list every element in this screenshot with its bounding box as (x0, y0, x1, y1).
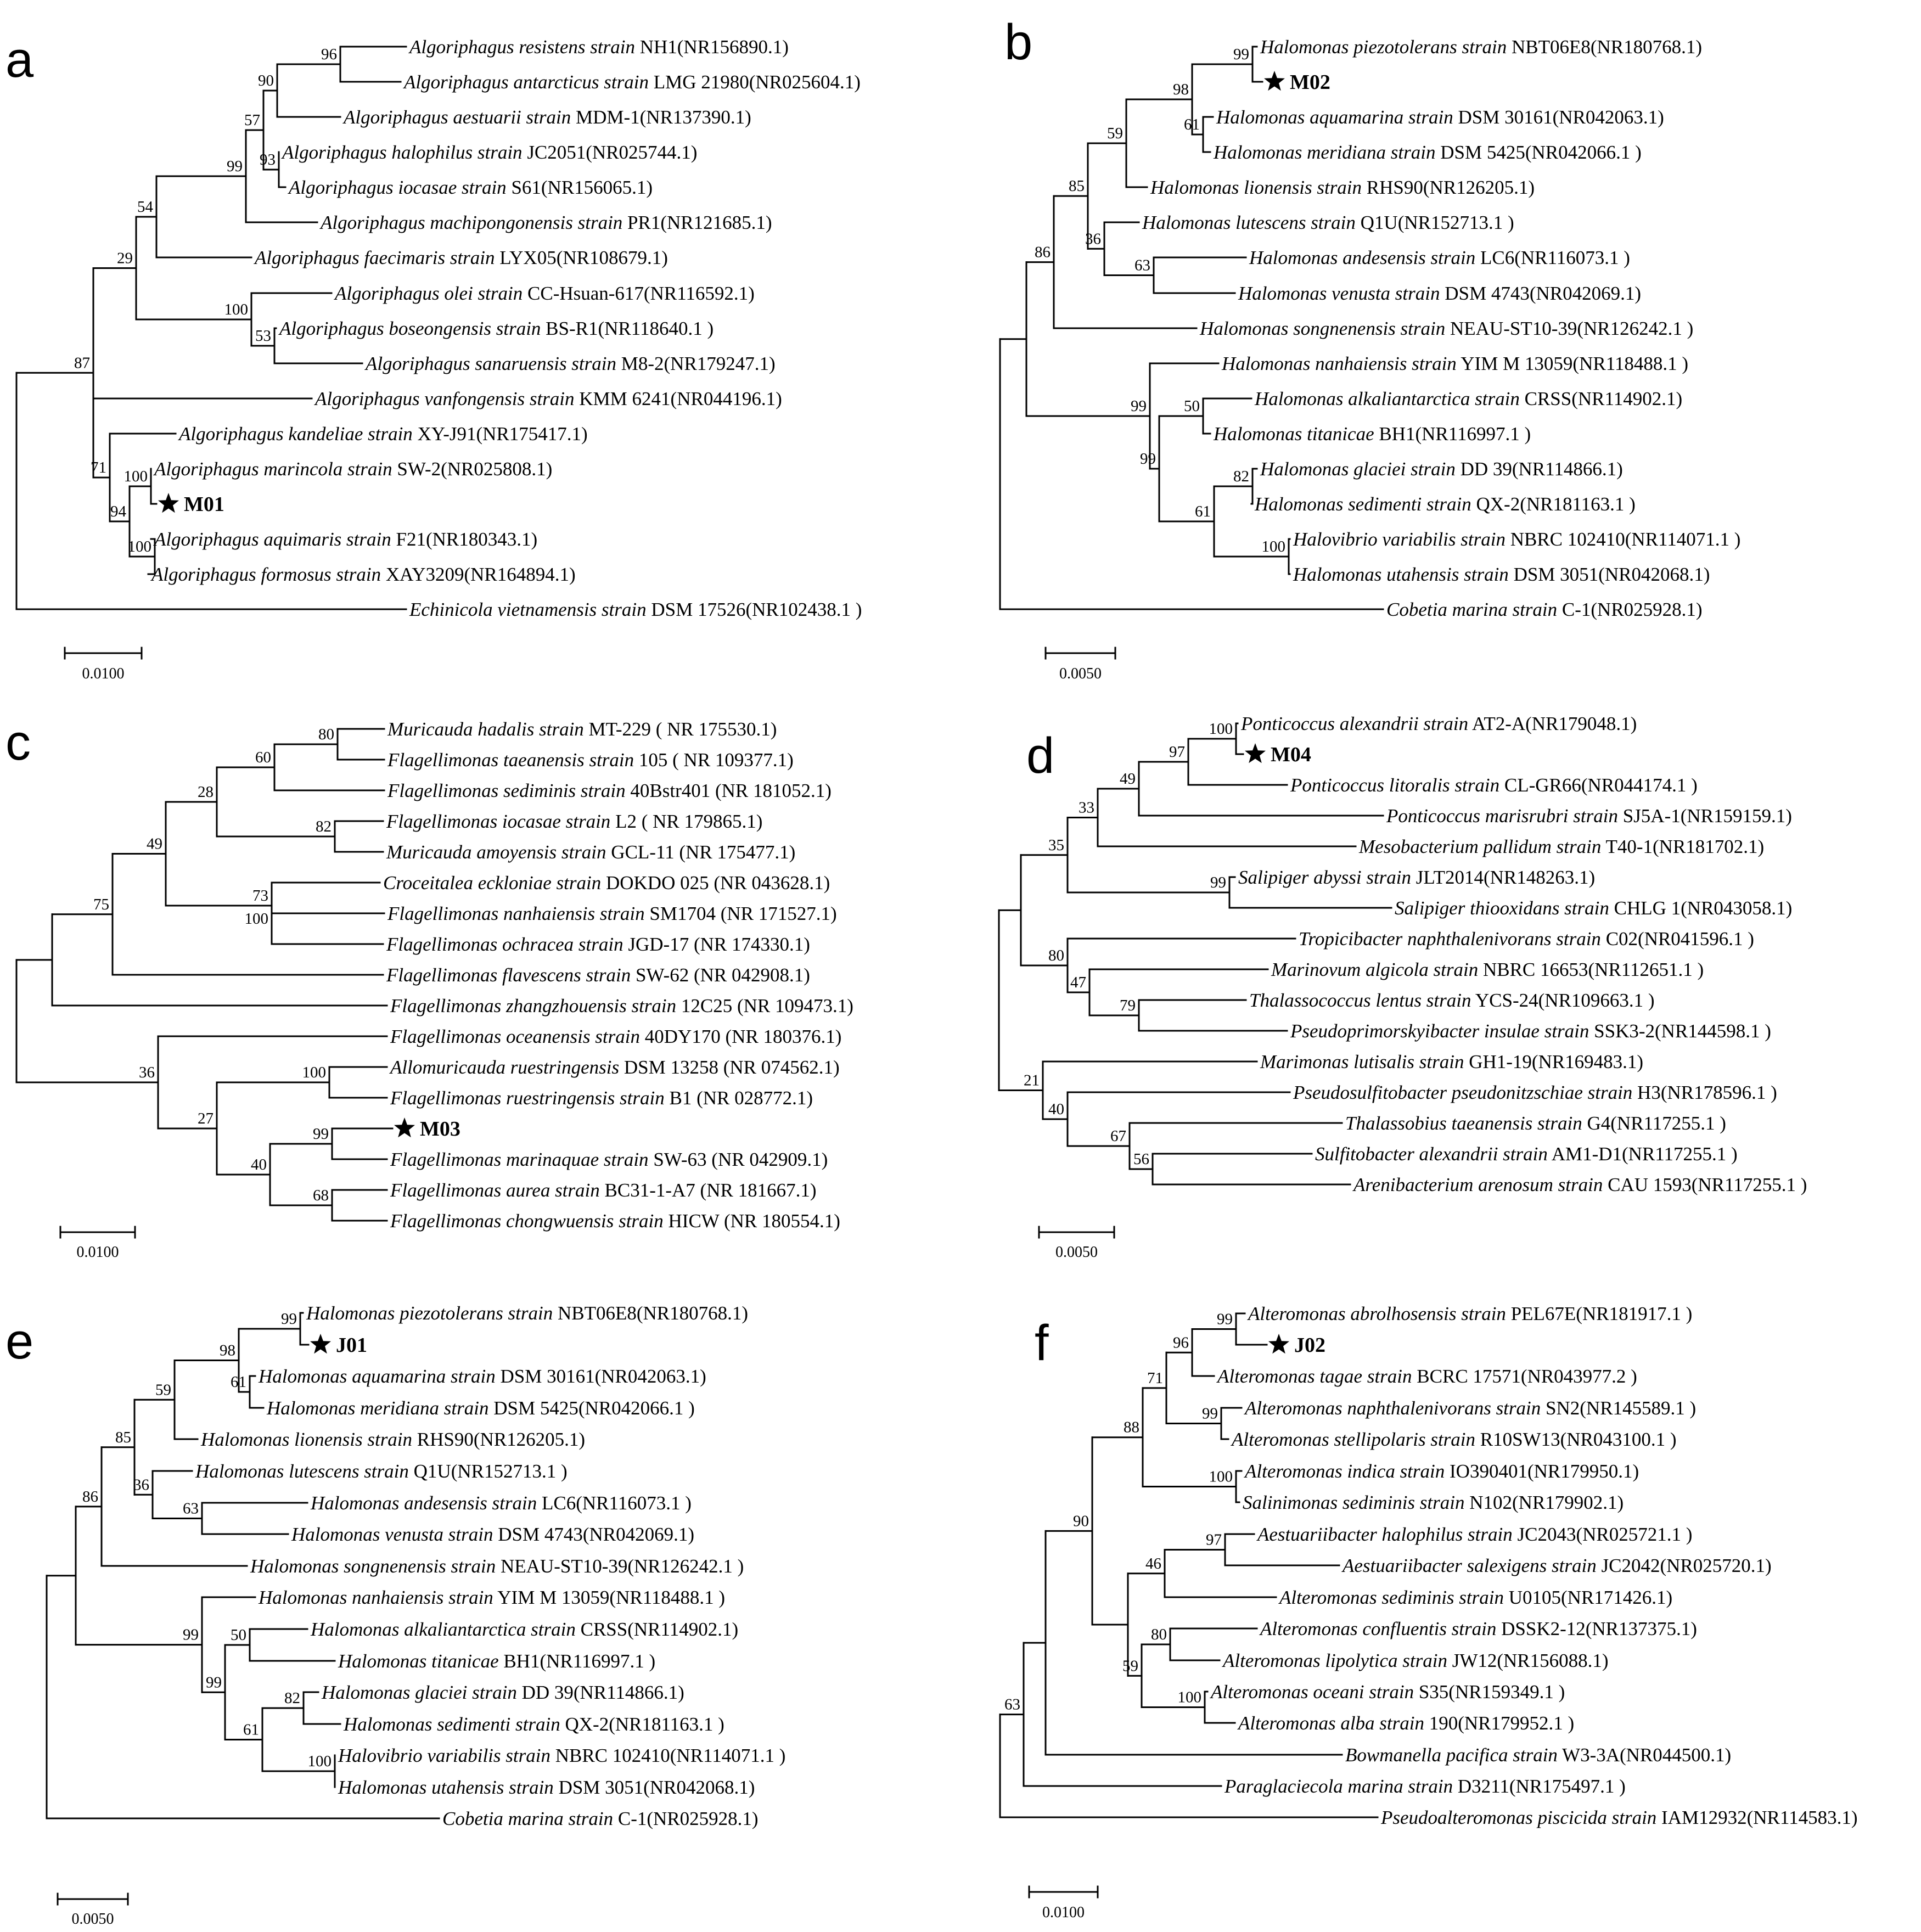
leaf-label: Halomonas aquamarina strain DSM 30161(NR042063.1) (1216, 106, 1664, 128)
leaf-label: Tropicibacter naphthalenivorans strain C02(NR041596.1 ) (1299, 928, 1754, 950)
leaf-label: Cobetia marina strain C-1(NR025928.1) (442, 1808, 759, 1829)
leaf-label: Alteromonas tagae strain BCRC 17571(NR043977.2 ) (1217, 1366, 1637, 1387)
leaf-label: Halomonas aquamarina strain DSM 30161(NR042063.1) (259, 1366, 706, 1387)
leaf-label: Alteromonas naphthalenivorans strain SN2(NR145589.1 ) (1245, 1397, 1697, 1419)
bootstrap-value: 56 (1133, 1150, 1149, 1168)
panel-letter: b (1004, 14, 1033, 70)
bootstrap-value: 80 (1048, 947, 1064, 964)
bootstrap-value: 99 (206, 1673, 222, 1692)
leaf-label: Alteromonas stellipolaris strain R10SW13(NR043100.1 ) (1232, 1429, 1677, 1450)
leaf-label: Alteromonas confluentis strain DSSK2-12(NR137375.1) (1260, 1618, 1697, 1639)
panel-a (5, 32, 862, 682)
bootstrap-value: 73 (252, 887, 268, 905)
isolate-label: M04 (1271, 743, 1311, 766)
leaf-label: Thalassococcus lentus strain YCS-24(NR109663.1 ) (1249, 990, 1655, 1011)
bootstrap-value: 99 (1233, 46, 1249, 63)
leaf-label: Alteromonas sediminis strain U0105(NR171426.1) (1279, 1587, 1673, 1608)
panel-c (5, 715, 853, 1261)
leaf-label: Halomonas nanhaiensis strain YIM M 13059(NR118488.1 ) (1222, 353, 1689, 374)
star-icon (310, 1334, 331, 1353)
bootstrap-value: 99 (227, 158, 243, 175)
bootstrap-value: 99 (1202, 1405, 1218, 1423)
bootstrap-value: 94 (110, 503, 126, 520)
bootstrap-value: 99 (1140, 450, 1156, 468)
leaf-label: Mesobacterium pallidum strain T40-1(NR181702.1) (1359, 836, 1765, 857)
bootstrap-value: 85 (1069, 177, 1085, 195)
panel-f (1000, 1303, 1857, 1921)
leaf-label: Halomonas venusta strain DSM 4743(NR042069.1) (1238, 283, 1642, 304)
leaf-label: Halomonas nanhaiensis strain YIM M 13059(NR118488.1 ) (259, 1587, 726, 1608)
scale-bar-label: 0.0100 (82, 665, 125, 682)
leaf-label: Halovibrio variabilis strain NBRC 102410(NR114071.1 ) (1293, 529, 1741, 550)
leaf-label: Flagellimonas iocasae strain L2 ( NR 179865.1) (386, 811, 763, 832)
star-icon (1245, 743, 1266, 763)
bootstrap-value: 61 (1184, 116, 1200, 133)
leaf-label: Echinicola vietnamensis strain DSM 17526(NR102438.1 ) (409, 599, 862, 620)
bootstrap-value: 87 (74, 354, 90, 372)
leaf-label: Halomonas lionensis strain RHS90(NR126205.1) (1150, 177, 1535, 198)
bootstrap-value: 49 (147, 835, 162, 853)
star-icon (1264, 71, 1285, 91)
bootstrap-value: 35 (1048, 836, 1064, 854)
leaf-label: Muricauda hadalis strain MT-229 ( NR 175530.1) (387, 718, 777, 740)
leaf-label: Algoriphagus aestuarii strain MDM-1(NR137390.1) (344, 106, 751, 128)
leaf-label: Halomonas lutescens strain Q1U(NR152713.1 ) (195, 1461, 568, 1482)
leaf-label: Algoriphagus antarcticus strain LMG 21980(NR025604.1) (404, 71, 861, 93)
leaf-label: Halomonas titanicae BH1(NR116997.1 ) (338, 1650, 656, 1672)
scale-bar-label: 0.0100 (76, 1244, 119, 1261)
bootstrap-value: 53 (255, 327, 271, 345)
leaf-label: Halomonas meridiana strain DSM 5425(NR042066.1 ) (267, 1397, 695, 1419)
leaf-label: Muricauda amoyensis strain GCL-11 (NR 175477.1) (386, 841, 796, 863)
bootstrap-value: 99 (183, 1626, 199, 1644)
panel-letter: e (5, 1313, 34, 1369)
leaf-label: Halomonas venusta strain DSM 4743(NR042069.1) (291, 1524, 695, 1545)
leaf-label: Halomonas sedimenti strain QX-2(NR181163.1 ) (344, 1714, 724, 1735)
bootstrap-value: 68 (313, 1187, 329, 1204)
bootstrap-value: 100 (1177, 1688, 1201, 1706)
leaf-label: Algoriphagus aquimaris strain F21(NR180343.1) (154, 529, 538, 550)
leaf-label: Salipiger abyssi strain JLT2014(NR148263.1) (1238, 867, 1596, 888)
leaf-label: Algoriphagus sanaruensis strain M8-2(NR179247.1) (366, 353, 776, 374)
bootstrap-value: 99 (1217, 1310, 1233, 1328)
leaf-label: Croceitalea eckloniae strain DOKDO 025 (NR 043628.1) (383, 872, 830, 894)
panel-letter: d (1026, 728, 1055, 784)
bootstrap-value: 97 (1206, 1531, 1222, 1549)
leaf-label: Algoriphagus formosus strain XAY3209(NR164894.1) (151, 564, 576, 585)
leaf-label: Alteromonas abrolhosensis strain PEL67E(NR181917.1 ) (1248, 1303, 1693, 1324)
leaf-label: Pseudoalteromonas piscicida strain IAM12932(NR114583.1) (1381, 1807, 1858, 1828)
bootstrap-value: 82 (284, 1689, 300, 1707)
bootstrap-value: 100 (123, 468, 148, 485)
bootstrap-value: 71 (1147, 1369, 1163, 1387)
isolate-label: M03 (420, 1117, 460, 1141)
leaf-label: Flagellimonas marinaquae strain SW-63 (NR 042909.1) (390, 1149, 828, 1170)
bootstrap-value: 99 (313, 1125, 329, 1143)
bootstrap-value: 100 (127, 538, 151, 555)
leaf-label: Flagellimonas nanhaiensis strain SM1704 (NR 171527.1) (387, 903, 837, 924)
leaf-label: Halomonas meridiana strain DSM 5425(NR042066.1 ) (1214, 142, 1642, 163)
bootstrap-value: 96 (1173, 1334, 1189, 1352)
bootstrap-value: 80 (1151, 1626, 1167, 1643)
leaf-label: Bowmanella pacifica strain W3-3A(NR044500.1) (1345, 1744, 1732, 1766)
leaf-label: Halomonas alkaliantarctica strain CRSS(NR114902.1) (311, 1619, 739, 1640)
leaf-label: Halomonas andesensis strain LC6(NR116073.1 ) (311, 1492, 692, 1514)
bootstrap-value: 100 (302, 1064, 326, 1081)
leaf-label: Flagellimonas aurea strain BC31-1-A7 (NR 181667.1) (390, 1180, 817, 1201)
bootstrap-value: 79 (1120, 997, 1136, 1014)
leaf-label: Halomonas glaciei strain DD 39(NR114866.1) (1260, 458, 1623, 480)
leaf-label: Halomonas glaciei strain DD 39(NR114866.1) (322, 1682, 684, 1703)
leaf-label: Cobetia marina strain C-1(NR025928.1) (1386, 599, 1703, 620)
bootstrap-value: 100 (224, 301, 248, 318)
bootstrap-value: 100 (1209, 720, 1233, 738)
star-icon (158, 493, 179, 513)
leaf-label: Algoriphagus kandeliae strain XY-J91(NR175417.1) (179, 423, 588, 445)
isolate-label: M02 (1290, 71, 1330, 94)
leaf-label: Arenibacterium arenosum strain CAU 1593(NR117255.1 ) (1353, 1174, 1807, 1195)
bootstrap-value: 71 (91, 459, 106, 476)
panel-b (1000, 14, 1740, 682)
leaf-label: Algoriphagus vanfongensis strain KMM 6241(NR044196.1) (315, 388, 782, 409)
bootstrap-value: 27 (198, 1110, 214, 1127)
leaf-label: Flagellimonas oceanensis strain 40DY170 (NR 180376.1) (390, 1026, 842, 1047)
bootstrap-value: 98 (220, 1341, 235, 1360)
bootstrap-value: 86 (1035, 243, 1051, 261)
scale-bar-label: 0.0100 (1042, 1904, 1085, 1921)
leaf-label: Algoriphagus iocasae strain S61(NR156065.1) (289, 177, 653, 198)
bootstrap-value: 46 (1145, 1554, 1161, 1572)
scale-bar-label: 0.0050 (1055, 1244, 1098, 1261)
bootstrap-value: 61 (1195, 503, 1211, 520)
bootstrap-value: 100 (1261, 538, 1285, 555)
bootstrap-value: 100 (1209, 1468, 1233, 1486)
leaf-label: Halomonas songnenensis strain NEAU-ST10-39(NR126242.1 ) (1200, 318, 1694, 339)
bootstrap-value: 59 (1122, 1657, 1138, 1675)
leaf-label: Algoriphagus boseongensis strain BS-R1(NR118640.1 ) (279, 318, 714, 339)
leaf-label: Halomonas alkaliantarctica strain CRSS(NR114902.1) (1255, 388, 1683, 409)
leaf-label: Marinovum algicola strain NBRC 16653(NR112651.1 ) (1271, 959, 1704, 980)
bootstrap-value: 40 (1048, 1100, 1064, 1118)
leaf-label: Thalassobius taeanensis strain G4(NR117255.1 ) (1345, 1113, 1726, 1134)
bootstrap-value: 59 (1107, 125, 1123, 142)
bootstrap-value: 100 (244, 910, 268, 928)
bootstrap-value: 67 (1110, 1127, 1126, 1145)
leaf-label: Flagellimonas ruestringensis strain B1 (NR 028772.1) (390, 1087, 813, 1109)
leaf-label: Halovibrio variabilis strain NBRC 102410(NR114071.1 ) (338, 1745, 786, 1766)
bootstrap-value: 50 (231, 1626, 246, 1644)
leaf-label: Pseudoprimorskyibacter insulae strain SSK3-2(NR144598.1 ) (1290, 1020, 1771, 1042)
bootstrap-value: 85 (115, 1428, 131, 1446)
leaf-label: Flagellimonas ochracea strain JGD-17 (NR 174330.1) (386, 934, 810, 955)
leaf-label: Aestuariibacter halophilus strain JC2043(NR025721.1 ) (1257, 1524, 1693, 1545)
bootstrap-value: 61 (243, 1721, 259, 1739)
bootstrap-value: 88 (1124, 1418, 1139, 1436)
bootstrap-value: 60 (255, 749, 271, 766)
bootstrap-value: 90 (1073, 1512, 1089, 1530)
leaf-label: Halomonas lutescens strain Q1U(NR152713.1 ) (1142, 212, 1514, 233)
bootstrap-value: 82 (1233, 468, 1249, 485)
leaf-label: Salipiger thiooxidans strain CHLG 1(NR043058.1) (1395, 897, 1793, 919)
bootstrap-value: 82 (316, 818, 332, 835)
bootstrap-value: 47 (1070, 974, 1086, 991)
scale-bar-label: 0.0050 (71, 1911, 114, 1928)
isolate-label: J02 (1294, 1334, 1325, 1357)
leaf-label: Sulfitobacter alexandrii strain AM1-D1(NR117255.1 ) (1315, 1143, 1738, 1165)
leaf-label: Halomonas songnenensis strain NEAU-ST10-39(NR126242.1 ) (250, 1555, 744, 1577)
leaf-label: Halomonas utahensis strain DSM 3051(NR042068.1) (338, 1777, 755, 1798)
leaf-label: Alteromonas lipolytica strain JW12(NR156088.1) (1223, 1650, 1609, 1671)
leaf-label: Algoriphagus machipongonensis strain PR1(NR121685.1) (321, 212, 772, 233)
leaf-label: Flagellimonas flavescens strain SW-62 (NR 042908.1) (386, 964, 810, 986)
bootstrap-value: 99 (1210, 874, 1226, 891)
leaf-label: Algoriphagus olei strain CC-Hsuan-617(NR116592.1) (335, 283, 755, 304)
panel-e (5, 1302, 785, 1928)
leaf-label: Halomonas lionensis strain RHS90(NR126205.1) (201, 1429, 586, 1450)
bootstrap-value: 40 (251, 1156, 267, 1173)
leaf-label: Algoriphagus resistens strain NH1(NR156890.1) (409, 36, 789, 58)
bootstrap-value: 86 (82, 1487, 98, 1506)
bootstrap-value: 49 (1120, 770, 1136, 788)
leaf-label: Marimonas lutisalis strain GH1-19(NR169483.1) (1260, 1051, 1644, 1072)
leaf-label: Halomonas andesensis strain LC6(NR116073.1 ) (1249, 247, 1630, 268)
bootstrap-value: 80 (318, 726, 334, 743)
leaf-label: Halomonas piezotolerans strain NBT06E8(NR180768.1) (306, 1302, 749, 1324)
bootstrap-value: 63 (1004, 1695, 1020, 1714)
bootstrap-value: 75 (93, 895, 109, 913)
leaf-label: Halomonas sedimenti strain QX-2(NR181163.1 ) (1255, 493, 1636, 515)
bootstrap-value: 36 (139, 1064, 155, 1081)
bootstrap-value: 29 (117, 249, 133, 267)
leaf-label: Halomonas titanicae BH1(NR116997.1 ) (1214, 423, 1531, 445)
leaf-label: Ponticoccus litoralis strain CL-GR66(NR044174.1 ) (1290, 774, 1698, 796)
bootstrap-value: 33 (1079, 799, 1094, 817)
bootstrap-value: 21 (1024, 1071, 1040, 1089)
bootstrap-value: 99 (281, 1310, 297, 1328)
leaf-label: Algoriphagus marincola strain SW-2(NR025808.1) (154, 458, 553, 480)
panel-d (999, 713, 1807, 1261)
bootstrap-value: 28 (198, 783, 214, 801)
panel-letter: a (5, 32, 34, 88)
star-icon (394, 1117, 415, 1137)
leaf-label: Algoriphagus faecimaris strain LYX05(NR108679.1) (255, 247, 668, 268)
bootstrap-value: 96 (321, 46, 337, 63)
leaf-label: Alteromonas indica strain IO390401(NR179950.1) (1245, 1461, 1639, 1482)
bootstrap-value: 57 (244, 111, 260, 129)
bootstrap-value: 54 (137, 198, 153, 216)
isolate-label: J01 (336, 1334, 367, 1357)
bootstrap-value: 63 (1134, 256, 1150, 274)
leaf-label: Ponticoccus marisrubri strain SJ5A-1(NR159159.1) (1386, 805, 1792, 827)
leaf-label: Flagellimonas zhangzhouensis strain 12C25 (NR 109473.1) (390, 995, 853, 1016)
leaf-label: Algoriphagus halophilus strain JC2051(NR025744.1) (282, 142, 698, 163)
bootstrap-value: 59 (155, 1381, 171, 1399)
leaf-label: Flagellimonas sediminis strain 40Bstr401 (NR 181052.1) (387, 780, 832, 801)
leaf-label: Pseudosulfitobacter pseudonitzschiae strain H3(NR178596.1 ) (1293, 1082, 1777, 1103)
leaf-label: Salinimonas sediminis strain N102(NR179902.1) (1243, 1492, 1624, 1513)
panel-letter: f (1035, 1315, 1049, 1371)
leaf-label: Allomuricauda ruestringensis DSM 13258 (NR 074562.1) (390, 1057, 840, 1078)
bootstrap-value: 90 (258, 72, 274, 89)
leaf-label: Halomonas utahensis strain DSM 3051(NR042068.1) (1293, 564, 1710, 585)
scale-bar-label: 0.0050 (1059, 665, 1102, 682)
leaf-label: Alteromonas oceani strain S35(NR159349.1 ) (1211, 1681, 1565, 1703)
panel-letter: c (5, 715, 31, 771)
leaf-label: Aestuariibacter salexigens strain JC2042(NR025720.1) (1343, 1555, 1772, 1576)
leaf-label: Paraglaciecola marina strain D3211(NR175497.1 ) (1225, 1776, 1626, 1797)
leaf-label: Alteromonas alba strain 190(NR179952.1 ) (1238, 1712, 1575, 1734)
bootstrap-value: 98 (1173, 81, 1189, 98)
bootstrap-value: 36 (1085, 230, 1101, 248)
bootstrap-value: 61 (231, 1373, 246, 1391)
star-icon (1268, 1334, 1289, 1353)
leaf-label: Flagellimonas taeanensis strain 105 ( NR 109377.1) (387, 749, 794, 771)
leaf-label: Halomonas piezotolerans strain NBT06E8(NR180768.1) (1260, 36, 1703, 58)
leaf-label: Ponticoccus alexandrii strain AT2-A(NR179048.1) (1241, 713, 1637, 734)
leaf-label: Flagellimonas chongwuensis strain HICW (NR 180554.1) (390, 1210, 840, 1232)
bootstrap-value: 93 (260, 151, 276, 169)
bootstrap-value: 63 (183, 1499, 199, 1518)
bootstrap-value: 99 (1131, 397, 1147, 415)
bootstrap-value: 100 (307, 1753, 332, 1770)
bootstrap-value: 50 (1184, 397, 1200, 415)
bootstrap-value: 36 (133, 1476, 149, 1494)
isolate-label: M01 (184, 493, 224, 516)
bootstrap-value: 97 (1169, 743, 1185, 761)
